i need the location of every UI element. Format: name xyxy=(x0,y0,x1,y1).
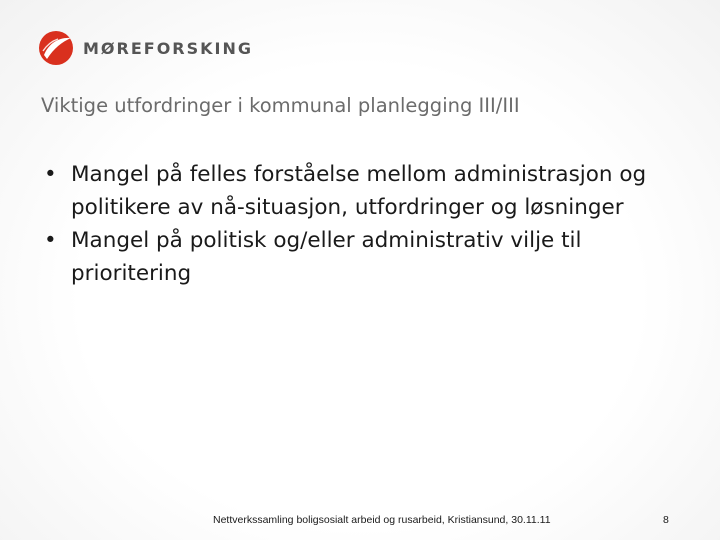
page-number: 8 xyxy=(663,514,669,526)
bullet-item xyxy=(44,158,704,224)
logo xyxy=(38,30,253,66)
footer-text: Nettverkssamling boligsosialt arbeid og rusarbeid, Kristiansund, 30.11.11 xyxy=(213,514,551,526)
moreforsking-logo-icon xyxy=(38,30,74,66)
logo-wordmark: MØREFORSKING xyxy=(83,38,254,58)
bullet-dot: • xyxy=(44,228,57,253)
bullet-text: Mangel på felles forståelse mellom administrasjon og politikere av nå-situasjon, utfordringer og løsninger xyxy=(71,162,647,220)
slide-title: Viktige utfordringer i kommunal planlegging III/III xyxy=(41,94,520,117)
bullet-dot: • xyxy=(44,162,57,187)
bullet-text: Mangel på politisk og/eller administrativ vilje til prioritering xyxy=(71,228,582,286)
bullet-item xyxy=(44,224,704,290)
bullet-list xyxy=(44,158,704,290)
